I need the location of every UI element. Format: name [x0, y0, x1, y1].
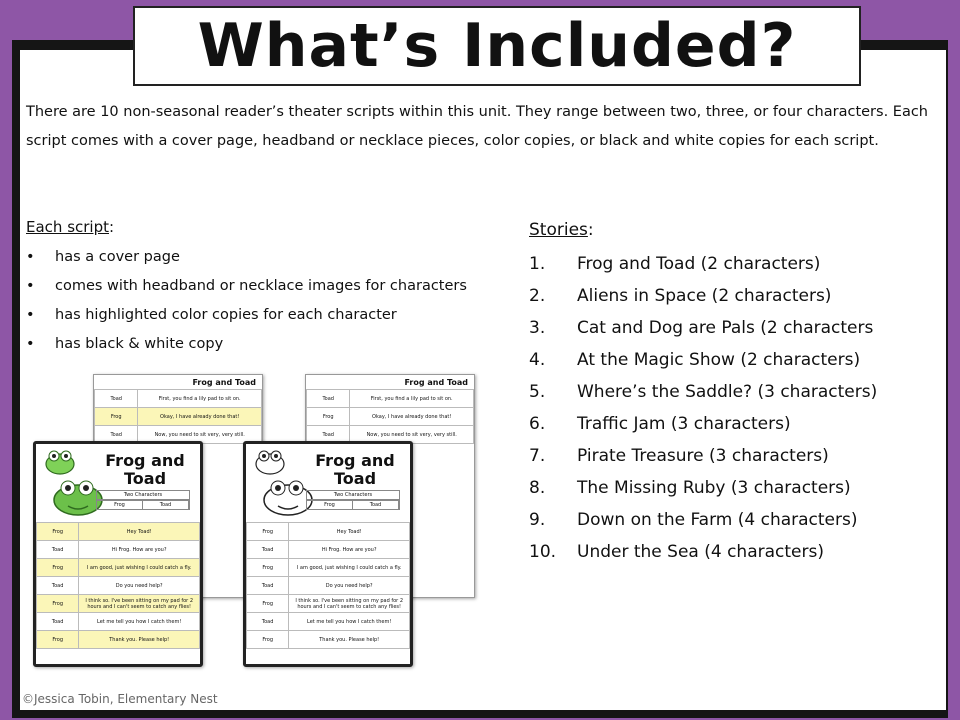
table-cell: Hi Frog. How are you?	[289, 541, 410, 559]
story-title: Traffic Jam (3 characters)	[577, 414, 791, 434]
sheet-title: Frog and Toad	[192, 378, 256, 387]
character-toad: Toad	[353, 501, 399, 509]
table-row	[247, 595, 410, 613]
table-cell: First, you find a lily pad to sit on.	[350, 390, 474, 408]
sheet-header	[246, 444, 410, 522]
story-item	[529, 314, 877, 346]
table-cell: Hey Toad!	[79, 523, 200, 541]
sheet-title: Frog and Toad	[315, 451, 395, 488]
story-item	[529, 442, 877, 474]
table-cell: Toad	[37, 577, 79, 595]
story-title: Cat and Dog are Pals (2 characters	[577, 318, 874, 338]
table-row	[307, 408, 474, 426]
table-row	[95, 408, 262, 426]
table-cell: Toad	[95, 426, 138, 444]
characters-box	[96, 490, 190, 510]
table-cell: Okay, I have already done that!	[138, 408, 262, 426]
table-cell: Do you need help?	[289, 577, 410, 595]
table-cell: I am good, just wishing I could catch a fly.	[289, 559, 410, 577]
story-number: 2.	[529, 286, 546, 306]
list-item: • has highlighted color copies for each character	[26, 307, 397, 323]
table-row	[37, 559, 200, 577]
title-banner	[133, 6, 861, 86]
story-title: Down on the Farm (4 characters)	[577, 510, 858, 530]
each-script-label: Each script	[26, 218, 109, 236]
each-script-list	[26, 243, 467, 359]
story-item	[529, 474, 877, 506]
story-item	[529, 346, 877, 378]
copyright-footer: ©Jessica Tobin, Elementary Nest	[22, 692, 218, 706]
character-frog: Frog	[307, 501, 353, 509]
script-table	[94, 389, 262, 444]
table-cell: I think so. I've been sitting on my pad for 2 hours and I can't seem to catch any flies!	[289, 595, 410, 613]
table-cell: Hi Frog. How are you?	[79, 541, 200, 559]
story-number: 4.	[529, 350, 546, 370]
story-number: 8.	[529, 478, 546, 498]
table-cell: Toad	[247, 541, 289, 559]
table-cell: Frog	[37, 631, 79, 649]
bullet-text: has a cover page	[55, 249, 180, 265]
table-cell: Frog	[95, 408, 138, 426]
table-cell: Okay, I have already done that!	[350, 408, 474, 426]
table-cell: Frog	[247, 631, 289, 649]
list-item: • comes with headband or necklace images for characters	[26, 278, 467, 294]
table-row	[247, 559, 410, 577]
table-row	[247, 541, 410, 559]
story-number: 10.	[529, 542, 557, 562]
script-table	[306, 389, 474, 444]
table-cell: Frog	[37, 559, 79, 577]
table-cell: Let me tell you how I catch them!	[289, 613, 410, 631]
table-row	[247, 613, 410, 631]
table-cell: Toad	[307, 390, 350, 408]
table-row	[247, 577, 410, 595]
table-row	[307, 390, 474, 408]
table-cell: Now, you need to sit very, very still.	[138, 426, 262, 444]
sheet-title: Frog and Toad	[105, 451, 185, 488]
table-cell: Thank you. Please help!	[79, 631, 200, 649]
table-row	[95, 390, 262, 408]
table-row	[37, 577, 200, 595]
story-title: Where’s the Saddle? (3 characters)	[577, 382, 878, 402]
characters-box	[306, 490, 400, 510]
table-cell: Hey Toad!	[289, 523, 410, 541]
table-cell: Frog	[37, 523, 79, 541]
table-row	[247, 631, 410, 649]
table-cell: Let me tell you how I catch them!	[79, 613, 200, 631]
story-number: 1.	[529, 254, 546, 274]
story-title: Under the Sea (4 characters)	[577, 542, 824, 562]
script-table	[36, 522, 200, 649]
table-cell: Frog	[247, 595, 289, 613]
table-cell: I think so. I've been sitting on my pad for 2 hours and I can't seem to catch any flies!	[79, 595, 200, 613]
list-item: • has black & white copy	[26, 336, 224, 352]
list-item: • has a cover page	[26, 249, 180, 265]
table-cell: Toad	[37, 541, 79, 559]
stories-label: Stories	[529, 220, 588, 240]
character-toad: Toad	[143, 501, 189, 509]
table-row	[37, 523, 200, 541]
table-row	[37, 595, 200, 613]
table-cell: Frog	[37, 595, 79, 613]
story-item	[529, 506, 877, 538]
story-number: 6.	[529, 414, 546, 434]
story-title: Frog and Toad (2 characters)	[577, 254, 821, 274]
table-cell: Thank you. Please help!	[289, 631, 410, 649]
bullet-text: comes with headband or necklace images for characters	[55, 278, 467, 294]
story-number: 5.	[529, 382, 546, 402]
table-cell: Now, you need to sit very, very still.	[350, 426, 474, 444]
table-cell: I am good, just wishing I could catch a fly.	[79, 559, 200, 577]
character-frog: Frog	[97, 501, 143, 509]
story-item	[529, 282, 877, 314]
stories-list	[529, 250, 877, 570]
bullet-text: has black & white copy	[55, 336, 224, 352]
story-title: Aliens in Space (2 characters)	[577, 286, 832, 306]
table-cell: Frog	[247, 559, 289, 577]
table-cell: Toad	[95, 390, 138, 408]
table-cell: Toad	[247, 577, 289, 595]
each-script-heading: Each script:	[26, 218, 115, 236]
table-cell: Frog	[247, 523, 289, 541]
table-row	[37, 613, 200, 631]
page-title: What’s Included?	[197, 11, 797, 81]
bullet-text: has highlighted color copies for each character	[55, 307, 397, 323]
story-item	[529, 410, 877, 442]
story-number: 9.	[529, 510, 546, 530]
story-title: Pirate Treasure (3 characters)	[577, 446, 829, 466]
table-cell: Toad	[37, 613, 79, 631]
script-page-bw-front	[243, 441, 413, 667]
script-table	[246, 522, 410, 649]
table-cell: Frog	[307, 408, 350, 426]
story-title: At the Magic Show (2 characters)	[577, 350, 861, 370]
table-cell: Toad	[307, 426, 350, 444]
story-item	[529, 378, 877, 410]
table-row	[37, 631, 200, 649]
story-number: 7.	[529, 446, 546, 466]
intro-paragraph: There are 10 non-seasonal reader’s theater scripts within this unit. They range between two, three, or four characters. Each script comes with a cover page, headband or necklace pieces, color copies, or black and white copies for each script.	[26, 104, 928, 149]
table-cell: First, you find a lily pad to sit on.	[138, 390, 262, 408]
sheet-title: Frog and Toad	[404, 378, 468, 387]
table-row	[247, 523, 410, 541]
story-item	[529, 538, 877, 570]
story-number: 3.	[529, 318, 546, 338]
table-cell: Do you need help?	[79, 577, 200, 595]
story-title: The Missing Ruby (3 characters)	[577, 478, 851, 498]
characters-label: Two Characters	[96, 490, 190, 500]
script-page-color-front	[33, 441, 203, 667]
sheet-header	[36, 444, 200, 522]
story-item	[529, 250, 877, 282]
characters-label: Two Characters	[306, 490, 400, 500]
stories-heading: Stories:	[529, 220, 594, 240]
table-cell: Toad	[247, 613, 289, 631]
table-row	[37, 541, 200, 559]
